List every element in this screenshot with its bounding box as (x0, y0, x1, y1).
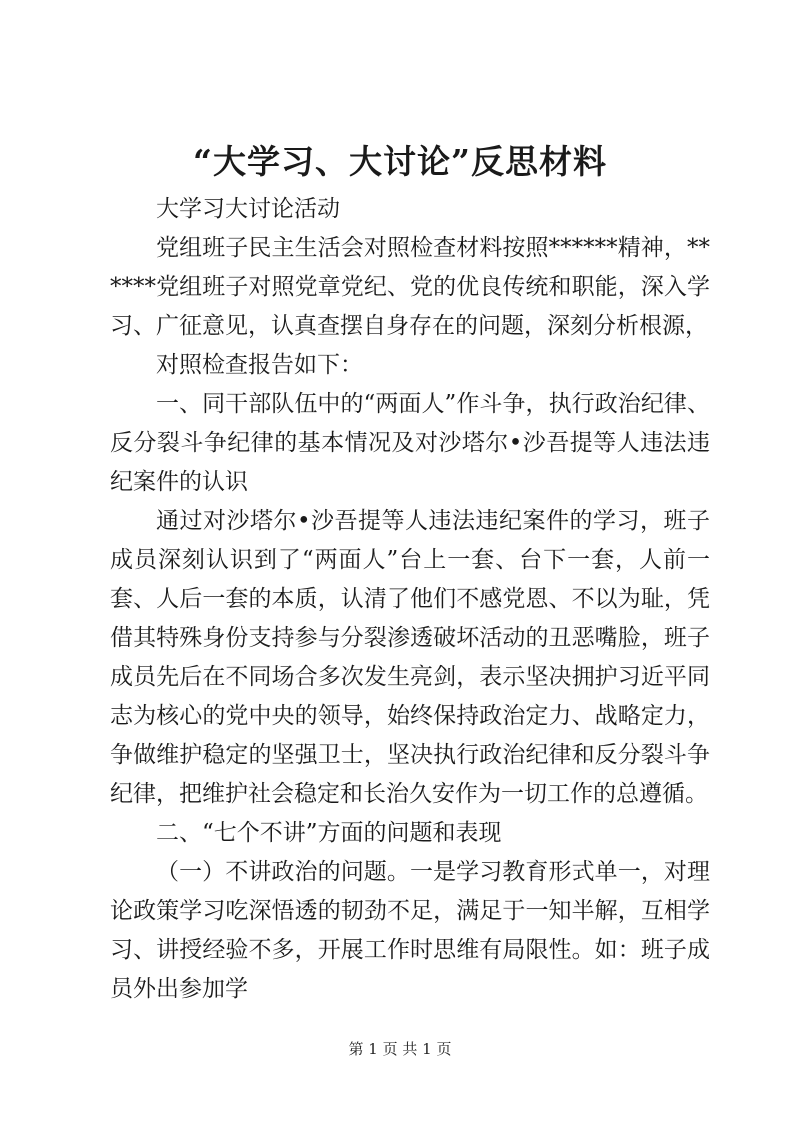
paragraph-section-1-body: 通过对沙塔尔•沙吾提等人违法违纪案件的学习，班子成员深刻认识到了“两面人”台上一套、台下一套，人前一套、人后一套的本质，认清了他们不感党恩、不以为耻，凭借其特殊身份支持参与分裂渗透破坏活动的丑恶嘴脸，班子成员先后在不同场合多次发生亮剑，表示坚决拥护习近平同志为核心的党中央的领导，始终保持政治定力、战略定力，争做维护稳定的坚强卫士，坚决执行政治纪律和反分裂斗争纪律，把维护社会稳定和长治久安作为一切工作的总遵循。 (110, 508, 710, 807)
page-footer: 第 1 页 共 1 页 (348, 1040, 452, 1058)
paragraph-report-lead: 对照检查报告如下： (156, 352, 363, 378)
section-heading-2: 二、“七个不讲”方面的问题和表现 (156, 820, 502, 846)
paragraph-section-2-item-1: （一）不讲政治的问题。一是学习教育形式单一，对理论政策学习吃深悟透的韧劲不足，满足于一知半解，互相学习、讲授经验不多，开展工作时思维有局限性。如：班子成员外出参加学 (110, 859, 710, 1002)
paragraph-activity-heading: 大学习大讨论活动 (156, 196, 340, 222)
document-body (110, 190, 710, 1009)
section-heading-1: 一、同干部队伍中的“两面人”作斗争，执行政治纪律、反分裂斗争纪律的基本情况及对沙塔尔•沙吾提等人违法违纪案件的认识 (110, 391, 710, 495)
document-title: “大学习、大讨论”反思材料 (193, 142, 607, 181)
paragraph-intro: 党组班子民主生活会对照检查材料按照******精神，******党组班子对照党章党纪、党的优良传统和职能，深入学习、广征意见，认真查摆自身存在的问题，深刻分析根源， (110, 235, 710, 339)
